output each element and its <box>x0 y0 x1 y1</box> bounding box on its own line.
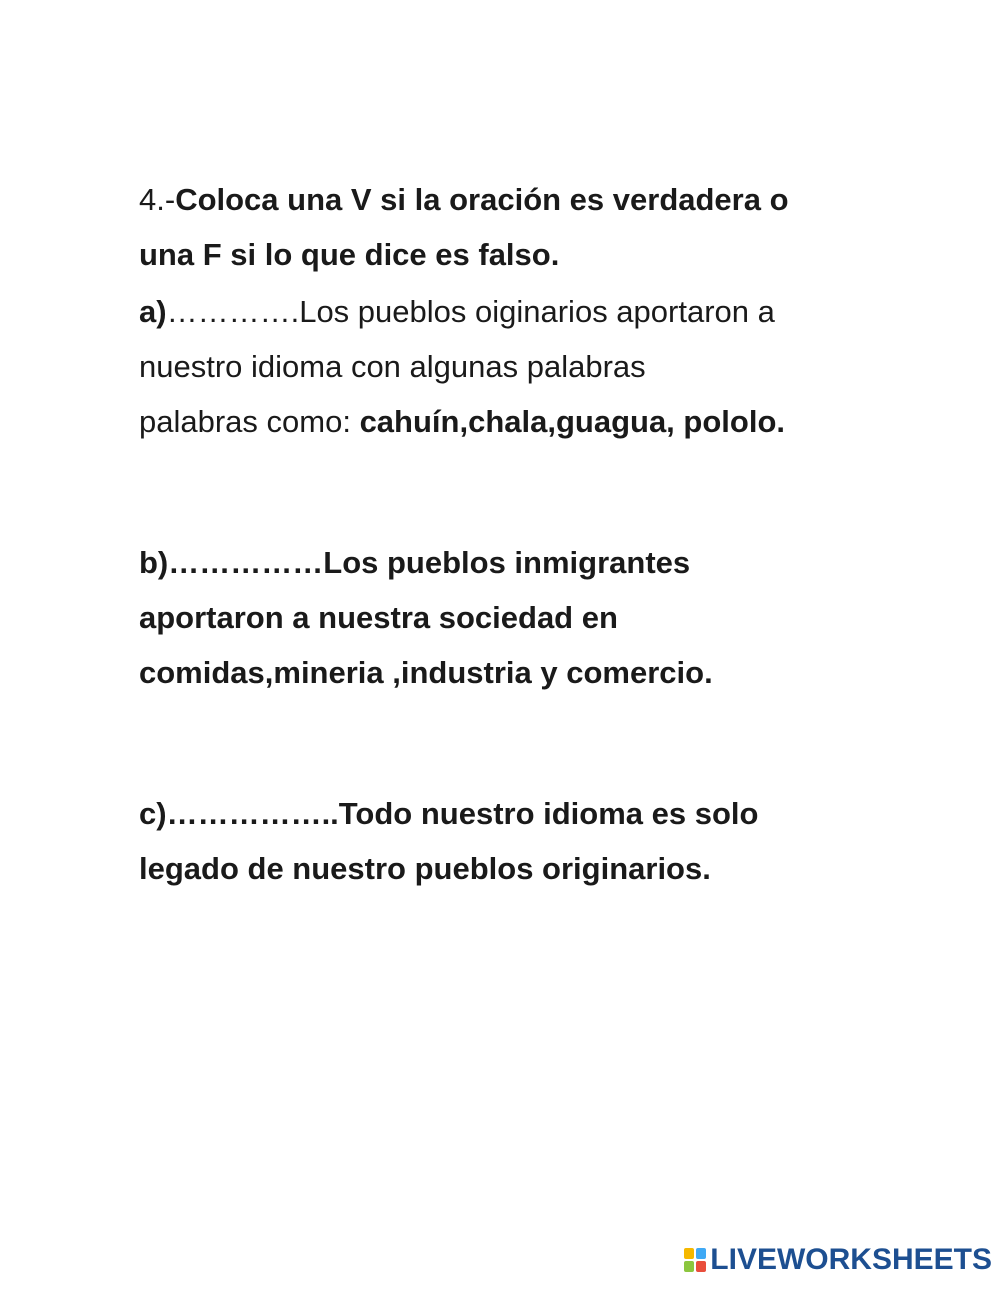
item-c <box>139 786 879 896</box>
worksheet-content <box>139 172 879 896</box>
item-b-line2: aportaron a nuestra sociedad en <box>139 600 618 635</box>
instruction <box>139 172 879 282</box>
item-a-text-1: Los pueblos oiginarios aportaron a <box>299 294 775 329</box>
liveworksheets-watermark <box>684 1245 992 1275</box>
item-a-answer-dots[interactable]: …………. <box>166 294 300 329</box>
logo-square-1 <box>684 1248 694 1259</box>
item-b-line3: comidas,mineria ,industria y comercio. <box>139 655 713 690</box>
liveworksheets-logo-icon <box>684 1248 706 1272</box>
item-a <box>139 284 879 449</box>
item-a-text-2: nuestro idioma con algunas palabras <box>139 349 646 384</box>
instruction-text-line1: Coloca una V si la oración es verdadera o <box>175 182 789 217</box>
item-c-line1[interactable]: c)……………..Todo nuestro idioma es solo <box>139 796 759 831</box>
watermark-text: LIVEWORKSHEETS <box>710 1243 992 1276</box>
logo-square-2 <box>696 1248 706 1259</box>
item-a-text-3: palabras como: <box>139 404 360 439</box>
logo-square-3 <box>684 1261 694 1272</box>
instruction-text-line2: una F si lo que dice es falso. <box>139 237 560 272</box>
logo-square-4 <box>696 1261 706 1272</box>
item-c-line2: legado de nuestro pueblos originarios. <box>139 851 711 886</box>
item-a-bold-words: cahuín,chala,guagua, pololo. <box>359 404 785 439</box>
item-a-label: a) <box>139 294 167 329</box>
item-b <box>139 535 879 700</box>
item-b-line1[interactable]: b)……………Los pueblos inmigrantes <box>139 545 691 580</box>
instruction-number: 4.- <box>139 182 176 217</box>
